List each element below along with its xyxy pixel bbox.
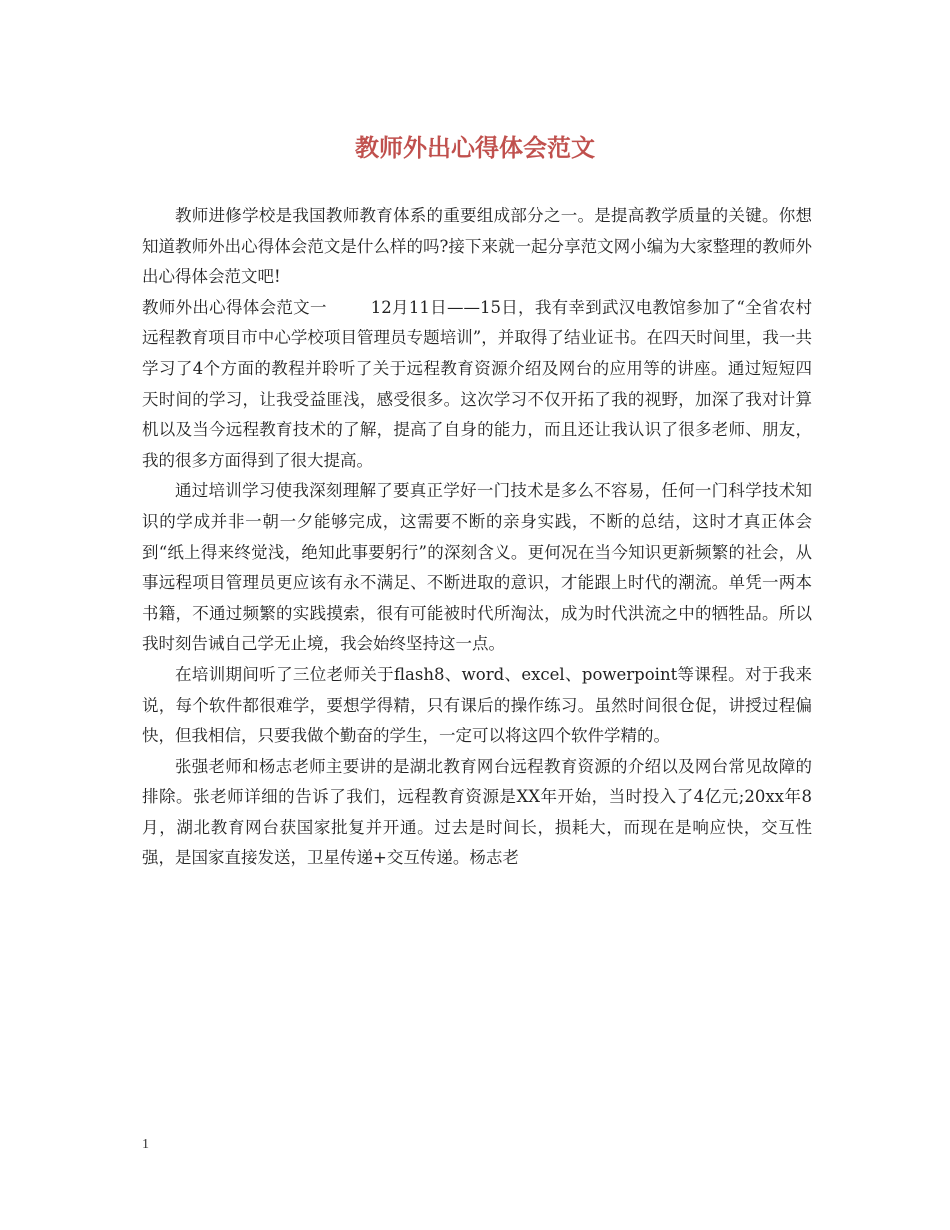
document-body	[142, 201, 812, 874]
body-paragraph-teachers: 张强老师和杨志老师主要讲的是湖北教育网台远程教育资源的介绍以及网台常见故障的排除。张老师详细的告诉了我们，远程教育资源是XX年开始，当时投入了4亿元;20xx年8月，湖北教育网台获国家批复并开通。过去是时间长，损耗大，而现在是响应快，交互性强，是国家直接发送，卫星传递+交互传递。杨志老	[142, 756, 812, 868]
page-number: 1	[142, 1137, 149, 1152]
section-heading: 教师外出心得体会范文一	[142, 297, 327, 317]
section-one-paragraph	[142, 293, 812, 477]
body-paragraph-courses: 在培训期间听了三位老师关于flash8、word、excel、powerpoint等课程。对于我来说，每个软件都很难学，要想学得精，只有课后的操作练习。虽然时间很仓促，讲授过程偏快，但我相信，只要我做个勤奋的学生，一定可以将这四个软件学精的。	[142, 664, 812, 746]
body-paragraph-training: 通过培训学习使我深刻理解了要真正学好一门技术是多么不容易，任何一门科学技术知识的学成并非一朝一夕能够完成，这需要不断的亲身实践，不断的总结，这时才真正体会到“纸上得来终觉浅，绝知此事要躬行”的深刻含义。更何况在当今知识更新频繁的社会，从事远程项目管理员更应该有永不满足、不断进取的意识，才能跟上时代的潮流。单凭一两本书籍，不通过频繁的实践摸索，很有可能被时代所淘汰，成为时代洪流之中的牺牲品。所以我时刻告诫自己学无止境，我会始终坚持这一点。	[142, 481, 812, 654]
document-title: 教师外出心得体会范文	[355, 133, 595, 162]
section-first-paragraph: 12月11日——15日，我有幸到武汉电教馆参加了“全省农村远程教育项目市中心学校项目管理员专题培训”，并取得了结业证书。在四天时间里，我一共学习了4个方面的教程并聆听了关于远程教育资源介绍及网台的应用等的讲座。通过短短四天时间的学习，让我受益匪浅，感受很多。这次学习不仅开拓了我的视野，加深了我对计算机以及当今远程教育技术的了解，提高了自身的能力，而且还让我认识了很多老师、朋友，我的很多方面得到了很大提高。	[142, 297, 812, 470]
intro-paragraph: 教师进修学校是我国教师教育体系的重要组成部分之一。是提高教学质量的关键。你想知道教师外出心得体会范文是什么样的吗?接下来就一起分享范文网小编为大家整理的教师外出心得体会范文吧!	[142, 206, 812, 287]
